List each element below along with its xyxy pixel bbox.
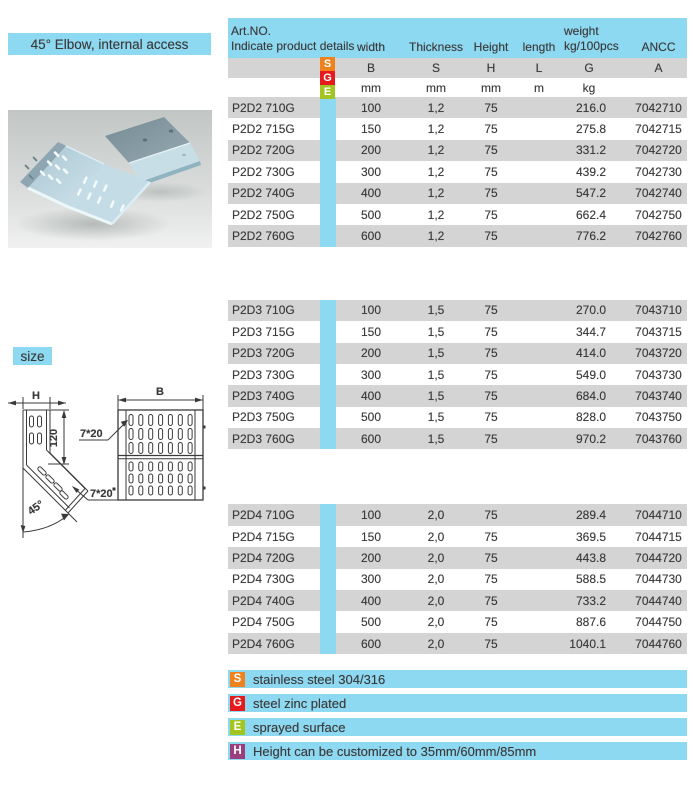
cell-width: 100 <box>336 504 406 525</box>
cell-weight: 547.2 <box>562 183 630 204</box>
slot-label-top: 7*20 <box>80 428 103 440</box>
cell-weight: 331.2 <box>562 140 630 161</box>
legend-item-s <box>228 670 687 688</box>
dim-label-45deg: 45° <box>25 498 47 518</box>
cell-length <box>516 118 562 139</box>
cell-length <box>516 590 562 611</box>
cell-height: 75 <box>484 367 498 382</box>
cell-ancc: 7043730 <box>635 367 682 382</box>
subheader-b: B <box>366 61 375 75</box>
sge-strip-cell <box>320 183 336 204</box>
cell-art: P2D3 760G <box>228 428 320 449</box>
legend-text: sprayed surface <box>253 719 346 735</box>
dimension-diagram <box>0 380 230 580</box>
cell-length <box>516 343 562 364</box>
cell-thickness: 2,0 <box>427 615 445 630</box>
cell-width: 150 <box>360 122 382 137</box>
dim-label-120: 120 <box>48 428 60 448</box>
cell-art: P2D3 730G <box>232 367 295 382</box>
cell-weight: 369.5 <box>575 529 606 544</box>
cell-thickness: 1,2 <box>406 225 466 246</box>
cell-art: P2D4 720G <box>228 547 320 568</box>
cell-thickness: 1,5 <box>427 410 445 425</box>
cell-ancc: 7044740 <box>630 590 687 611</box>
table-row <box>228 204 687 225</box>
cell-height: 75 <box>466 428 516 449</box>
cell-length <box>516 300 562 321</box>
cell-weight: 216.0 <box>562 97 630 118</box>
cell-length <box>516 161 562 182</box>
unit-width: mm <box>361 80 381 95</box>
table-row <box>228 428 687 449</box>
cell-ancc: 7042715 <box>635 122 682 137</box>
header-weight: weight kg/100pcs <box>564 24 619 53</box>
cell-art: P2D3 740G <box>228 385 320 406</box>
cell-art: P2D2 760G <box>228 225 320 246</box>
sge-strip-cell <box>320 161 336 182</box>
cell-width: 600 <box>336 428 406 449</box>
cell-height: 75 <box>466 385 516 406</box>
cell-weight: 1040.1 <box>562 633 630 654</box>
cell-art: P2D3 710G <box>228 300 320 321</box>
table-row <box>228 547 687 568</box>
cell-width: 200 <box>336 547 406 568</box>
cell-length <box>516 407 562 428</box>
cell-art: P2D4 715G <box>232 529 295 544</box>
header-length: length <box>522 40 556 54</box>
cell-weight: 588.5 <box>575 572 606 587</box>
sge-strip-cell <box>320 118 336 139</box>
cell-art: P2D2 720G <box>228 140 320 161</box>
table-row <box>228 321 687 342</box>
cell-thickness: 1,2 <box>406 140 466 161</box>
cell-width: 400 <box>336 590 406 611</box>
table-row <box>228 526 687 547</box>
sge-strip-cell <box>320 97 336 118</box>
cell-length <box>516 547 562 568</box>
cell-weight: 443.8 <box>562 547 630 568</box>
legend-key-s: S <box>230 672 245 687</box>
cell-length <box>516 385 562 406</box>
table-row <box>228 183 687 204</box>
table-row <box>228 569 687 590</box>
subheader-a: A <box>654 61 663 75</box>
sge-strip-cell <box>320 407 336 428</box>
sge-strip-cell <box>320 526 336 547</box>
table-row <box>228 161 687 182</box>
table-row <box>228 140 687 161</box>
cell-ancc: 7042730 <box>635 164 682 179</box>
cell-thickness: 1,5 <box>427 367 445 382</box>
table-row <box>228 611 687 632</box>
cell-length <box>516 204 562 225</box>
cell-height: 75 <box>466 183 516 204</box>
sge-strip-cell <box>320 385 336 406</box>
cell-height: 75 <box>484 164 498 179</box>
table-row <box>228 590 687 611</box>
cell-length <box>516 428 562 449</box>
table-row <box>228 364 687 385</box>
cell-height: 75 <box>466 547 516 568</box>
cell-width: 400 <box>336 183 406 204</box>
cell-height: 75 <box>484 615 498 630</box>
cell-ancc: 7043760 <box>630 428 687 449</box>
cell-length <box>516 633 562 654</box>
subheader-h: H <box>486 61 496 75</box>
cell-width: 100 <box>336 97 406 118</box>
cell-weight: 414.0 <box>562 343 630 364</box>
cell-width: 500 <box>360 410 382 425</box>
cell-weight: 828.0 <box>575 410 606 425</box>
sge-strip-cell <box>320 504 336 525</box>
cell-height: 75 <box>466 225 516 246</box>
cell-art: P2D2 710G <box>228 97 320 118</box>
cell-art: P2D3 715G <box>232 324 295 339</box>
subheader-s: S <box>431 61 440 75</box>
table-row <box>228 504 687 525</box>
table-units-row <box>228 78 687 97</box>
cell-ancc: 7044730 <box>635 572 682 587</box>
cell-height: 75 <box>484 572 498 587</box>
legend-text: Height can be customized to 35mm/60mm/85mm <box>253 743 537 759</box>
cell-width: 200 <box>336 140 406 161</box>
cell-weight: 684.0 <box>562 385 630 406</box>
sge-strip-cell <box>320 611 336 632</box>
cell-width: 100 <box>336 300 406 321</box>
cell-height: 75 <box>484 324 498 339</box>
sge-strip-cell <box>320 225 336 246</box>
table-row <box>228 118 687 139</box>
legend-item-g <box>228 694 687 712</box>
cell-thickness: 2,0 <box>427 529 445 544</box>
cell-weight: 970.2 <box>562 428 630 449</box>
table-blocks <box>228 97 687 654</box>
legend-text: stainless steel 304/316 <box>253 671 386 687</box>
cell-length <box>516 526 562 547</box>
cell-weight: 275.8 <box>575 122 606 137</box>
sge-strip-cell <box>320 140 336 161</box>
cell-ancc: 7044710 <box>630 504 687 525</box>
cell-ancc: 7042740 <box>630 183 687 204</box>
cell-weight: 662.4 <box>575 207 606 222</box>
cell-height: 75 <box>484 122 498 137</box>
cell-ancc: 7043720 <box>630 343 687 364</box>
unit-thickness: mm <box>426 80 446 95</box>
cell-thickness: 1,2 <box>427 207 445 222</box>
cell-art: P2D2 740G <box>228 183 320 204</box>
legend-text: steel zinc plated <box>253 695 347 711</box>
table-row <box>228 407 687 428</box>
cell-width: 600 <box>336 633 406 654</box>
cell-ancc: 7043710 <box>630 300 687 321</box>
cell-height: 75 <box>466 504 516 525</box>
cell-ancc: 7042710 <box>630 97 687 118</box>
table-row <box>228 633 687 654</box>
cell-ancc: 7043715 <box>635 324 682 339</box>
cell-weight: 887.6 <box>575 615 606 630</box>
cell-width: 300 <box>360 367 382 382</box>
cell-art: P2D2 730G <box>232 164 295 179</box>
cell-width: 150 <box>360 529 382 544</box>
cell-height: 75 <box>466 633 516 654</box>
sge-strip-cell <box>320 204 336 225</box>
cell-ancc: 7044750 <box>635 615 682 630</box>
cell-thickness: 1,5 <box>406 343 466 364</box>
cell-weight: 733.2 <box>562 590 630 611</box>
legend <box>228 670 687 760</box>
material-badge-e: E <box>320 85 335 99</box>
table-row <box>228 225 687 246</box>
header-width: width <box>356 40 385 54</box>
cell-ancc: 7044715 <box>635 529 682 544</box>
cell-art: P2D2 750G <box>232 207 295 222</box>
sge-strip-cell <box>320 300 336 321</box>
cell-art: P2D2 715G <box>232 122 295 137</box>
cell-length <box>516 321 562 342</box>
cell-thickness: 1,5 <box>427 324 445 339</box>
cell-weight: 289.4 <box>562 504 630 525</box>
cell-height: 75 <box>466 140 516 161</box>
sge-strip-cell <box>320 569 336 590</box>
cell-art: P2D3 750G <box>232 410 295 425</box>
cell-thickness: 1,2 <box>406 97 466 118</box>
sge-strip-cell <box>320 321 336 342</box>
table-row <box>228 97 687 118</box>
table-block <box>228 300 687 450</box>
cell-ancc: 7043740 <box>630 385 687 406</box>
perforation-slots <box>129 415 192 496</box>
cell-ancc: 7044720 <box>630 547 687 568</box>
cell-weight: 270.0 <box>562 300 630 321</box>
cell-width: 400 <box>336 385 406 406</box>
table-block <box>228 97 687 247</box>
cell-thickness: 2,0 <box>406 633 466 654</box>
sge-strip-cell <box>320 343 336 364</box>
header-ancc: ANCC <box>641 40 676 54</box>
cell-art: P2D4 740G <box>228 590 320 611</box>
cell-ancc: 7042760 <box>630 225 687 246</box>
table-subheader-row <box>228 58 687 78</box>
unit-length: m <box>534 80 544 95</box>
cell-thickness: 1,2 <box>406 183 466 204</box>
material-badge-s: S <box>320 57 335 71</box>
cell-width: 300 <box>360 164 382 179</box>
cell-thickness: 2,0 <box>406 590 466 611</box>
cell-weight: 549.0 <box>575 367 606 382</box>
cell-length <box>516 225 562 246</box>
cell-art: P2D4 760G <box>228 633 320 654</box>
cell-thickness: 2,0 <box>406 504 466 525</box>
cell-thickness: 1,2 <box>427 122 445 137</box>
subheader-l: L <box>535 61 543 75</box>
dim-label-b: B <box>156 386 164 398</box>
cell-weight: 439.2 <box>575 164 606 179</box>
cell-art: P2D4 750G <box>232 615 295 630</box>
legend-key-e: E <box>230 720 245 735</box>
cell-height: 75 <box>466 343 516 364</box>
cell-thickness: 1,5 <box>406 428 466 449</box>
cell-length <box>516 504 562 525</box>
sge-badges <box>320 57 335 99</box>
table-row <box>228 385 687 406</box>
product-table <box>228 18 687 766</box>
unit-ancc <box>630 78 687 97</box>
cell-weight: 344.7 <box>575 324 606 339</box>
legend-key-g: G <box>230 696 245 711</box>
cell-height: 75 <box>484 529 498 544</box>
page-title: 45° Elbow, internal access <box>8 33 211 55</box>
cell-ancc: 7043750 <box>635 410 682 425</box>
cell-width: 150 <box>360 324 382 339</box>
table-header-row <box>228 18 687 58</box>
cell-ancc: 7042750 <box>635 207 682 222</box>
cell-width: 200 <box>336 343 406 364</box>
legend-item-e <box>228 718 687 736</box>
sge-strip-cell <box>320 364 336 385</box>
cell-height: 75 <box>466 590 516 611</box>
subheader-g: G <box>584 61 594 75</box>
unit-height: mm <box>481 80 501 95</box>
cell-ancc: 7042720 <box>630 140 687 161</box>
table-row <box>228 300 687 321</box>
material-badge-g: G <box>320 71 335 85</box>
size-label: size <box>13 347 52 365</box>
cell-length <box>516 97 562 118</box>
cell-thickness: 1,2 <box>427 164 445 179</box>
sge-strip-cell <box>320 633 336 654</box>
cell-length <box>516 569 562 590</box>
cell-width: 600 <box>336 225 406 246</box>
cell-width: 500 <box>360 207 382 222</box>
legend-item-h <box>228 742 687 760</box>
cell-height: 75 <box>484 207 498 222</box>
sge-strip-cell <box>320 547 336 568</box>
cell-ancc: 7044760 <box>630 633 687 654</box>
cell-thickness: 2,0 <box>427 572 445 587</box>
unit-weight: kg <box>582 80 596 95</box>
header-art-no: Art.NO. Indicate product details <box>231 24 355 53</box>
header-thickness: Thickness <box>408 40 464 54</box>
sge-strip-cell <box>320 428 336 449</box>
cell-thickness: 2,0 <box>406 547 466 568</box>
cell-art: P2D4 710G <box>228 504 320 525</box>
cell-art: P2D3 720G <box>228 343 320 364</box>
cell-length <box>516 140 562 161</box>
cell-width: 300 <box>360 572 382 587</box>
cell-weight: 776.2 <box>562 225 630 246</box>
cell-length <box>516 611 562 632</box>
legend-key-h: H <box>230 744 245 759</box>
cell-length <box>516 364 562 385</box>
product-photo <box>8 110 212 248</box>
cell-thickness: 1,5 <box>406 385 466 406</box>
header-height: Height <box>473 40 509 54</box>
dim-label-h: H <box>32 390 40 402</box>
cell-length <box>516 183 562 204</box>
table-row <box>228 343 687 364</box>
cell-width: 500 <box>360 615 382 630</box>
sge-strip-cell <box>320 590 336 611</box>
cell-height: 75 <box>484 410 498 425</box>
table-block <box>228 504 687 654</box>
cell-height: 75 <box>466 97 516 118</box>
cell-height: 75 <box>466 300 516 321</box>
cell-thickness: 1,5 <box>406 300 466 321</box>
slot-label-bottom: 7*20 <box>90 488 113 500</box>
cell-art: P2D4 730G <box>232 572 295 587</box>
